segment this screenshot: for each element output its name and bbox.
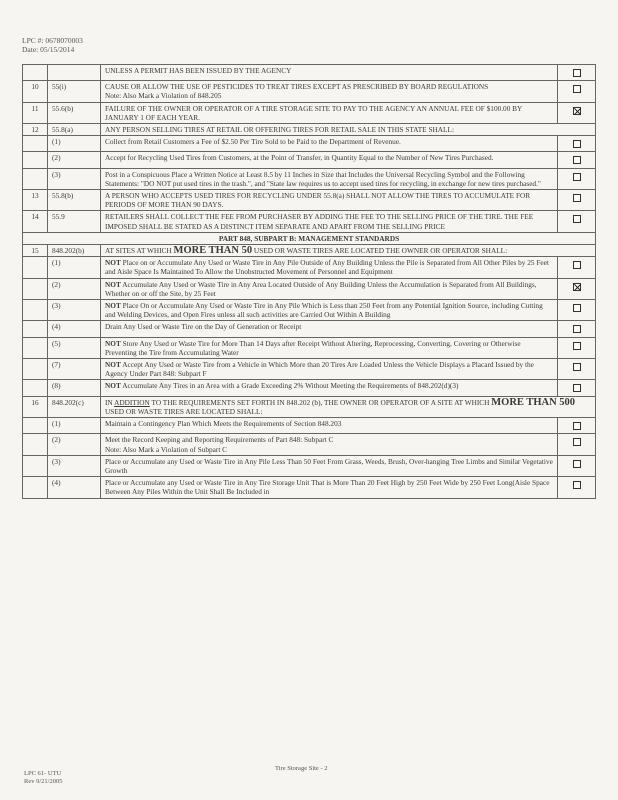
document-header — [22, 36, 83, 54]
violation-description: A PERSON WHO ACCEPTS USED TIRES FOR RECYCLING UNDER 55.8(a) SHALL NOT ALLOW THE TIRES TO ACCUMULATE FOR PERIODS OF MORE THAN 90 DAYS. — [105, 191, 531, 210]
violations-table — [22, 64, 596, 499]
violation-description: Post in a Conspicuous Place a Written Notice at Least 8.5 by 11 Inches in Size that Includes the Universal Recycling Symbol and the Following Statements: "DO NOT put used tires in the trash.", and "State law requires us to accept used tires for recycling, in exchange for new tires purchased." — [105, 169, 541, 188]
violation-description: RETAILERS SHALL COLLECT THE FEE FROM PURCHASER BY ADDING THE FEE TO THE SELLING PRICE OF THE TIRE. THE FEE IMPOSED SHALL BE STATED AS A DISTINCT ITEM SEPARATE AND APART FROM THE SELLING PRICE — [105, 212, 534, 231]
checkbox-cell[interactable] — [558, 321, 596, 337]
checkbox-cell[interactable] — [558, 380, 596, 396]
violation-text — [101, 257, 558, 278]
statute-code-text: 55.8(b) — [52, 191, 74, 201]
violation-checkbox[interactable] — [573, 363, 581, 371]
section-header-row — [23, 396, 596, 417]
sub-item-code-text: (1) — [52, 419, 61, 429]
checkbox-cell[interactable] — [558, 418, 596, 434]
sub-item-code — [48, 418, 101, 434]
violation-text — [101, 337, 558, 358]
violation-description: Place on or Accumulate Any Used or Waste Tire in Any Pile Outside of Any Building Unless the Pile is Separated from All Other Piles by 25 Feet and Aisle Space Is Maintained To Allow the Unobstructed Movement of Personnel and Equipment — [105, 258, 549, 277]
violation-checkbox[interactable] — [573, 325, 581, 333]
violation-checkbox[interactable] — [573, 342, 581, 350]
violation-text — [101, 124, 596, 136]
table-row — [23, 136, 596, 152]
table-row — [23, 152, 596, 168]
violation-checkbox[interactable] — [573, 156, 581, 164]
violation-description: Store Any Used or Waste Tire for More Than 14 Days after Receipt Without Altering, Reprocessing, Converting, Covering or Otherwise Preventing the Tire from Accumulating Water — [105, 338, 521, 357]
sub-item-code-text: (4) — [52, 478, 61, 488]
statute-code — [48, 245, 101, 257]
violation-checkbox[interactable] — [573, 85, 581, 93]
sub-item-code — [48, 300, 101, 321]
table-row — [23, 65, 596, 81]
item-number — [23, 434, 48, 455]
item-number — [23, 380, 48, 396]
item-number — [23, 168, 48, 189]
item-number-text: 15 — [31, 246, 39, 256]
part-heading-row — [23, 232, 596, 244]
statute-code-text: 55.8(a) — [52, 125, 73, 135]
violation-text — [101, 278, 558, 299]
violation-text — [101, 190, 558, 211]
violation-text — [101, 434, 558, 455]
sub-item-code-text: (1) — [52, 258, 61, 268]
violation-note: Note: Also Mark a Violation of Subpart C — [105, 444, 228, 454]
statute-code — [48, 152, 101, 168]
item-number — [23, 136, 48, 152]
checkbox-cell[interactable] — [558, 257, 596, 278]
violation-description: Place or Accumulate any Used or Waste Tire in Any Pile Less Than 50 Feet From Grass, Weeds, Brush, Over-hanging Tree Limbs and Similar Vegetative Growth — [105, 456, 553, 475]
violation-description: CAUSE OR ALLOW THE USE OF PESTICIDES TO TREAT TIRES EXCEPT AS PRESCRIBED BY BOARD REGULATIONS — [105, 82, 489, 92]
violation-text — [101, 380, 558, 396]
sub-item-code-text: (7) — [52, 360, 61, 370]
table-row — [23, 190, 596, 211]
violation-checkbox[interactable] — [573, 140, 581, 148]
sub-item-code — [48, 455, 101, 476]
item-number — [23, 396, 48, 417]
part-heading-text: PART 848, SUBPART B: MANAGEMENT STANDARDS — [218, 233, 400, 243]
table-row — [23, 168, 596, 189]
table-row — [23, 211, 596, 232]
violation-text — [101, 418, 558, 434]
table-row — [23, 455, 596, 476]
checkbox-cell[interactable] — [558, 190, 596, 211]
violation-description: FAILURE OF THE OWNER OR OPERATOR OF A TIRE STORAGE SITE TO PAY TO THE AGENCY AN ANNUAL FEE OF $100.00 BY JANUARY 1 OF EACH YEAR. — [105, 103, 523, 122]
violation-description: Drain Any Used or Waste Tire on the Day of Generation or Receipt — [105, 322, 302, 332]
heading-suffix: USED OR WASTE TIRES ARE LOCATED SHALL: — [105, 406, 263, 416]
item-number — [23, 245, 48, 257]
heading-underline: ADDITION — [114, 397, 150, 407]
statute-code-text: 848.202(c) — [52, 397, 84, 407]
table-row — [23, 418, 596, 434]
item-number — [23, 102, 48, 123]
section-heading-text — [101, 396, 596, 417]
violation-text — [101, 321, 558, 337]
checkbox-cell[interactable] — [558, 168, 596, 189]
table-row — [23, 337, 596, 358]
violation-text — [101, 300, 558, 321]
item-number — [23, 278, 48, 299]
heading-suffix: USED OR WASTE TIRES ARE LOCATED THE OWNER OR OPERATOR SHALL: — [252, 246, 508, 256]
violation-checkbox[interactable] — [573, 194, 581, 202]
sub-item-code-text: (4) — [52, 322, 61, 332]
checkbox-cell[interactable] — [558, 102, 596, 123]
checkbox-cell[interactable] — [558, 136, 596, 152]
violation-checkbox[interactable] — [573, 422, 581, 430]
item-number — [23, 300, 48, 321]
violation-checkbox[interactable] — [573, 384, 581, 392]
violation-checkbox[interactable] — [573, 481, 581, 489]
checkbox-cell[interactable] — [558, 65, 596, 81]
sub-item-code — [48, 434, 101, 455]
statute-code-text: 55(i) — [52, 82, 67, 92]
statute-code-text: 55.9 — [52, 212, 65, 222]
not-lead: NOT — [105, 258, 121, 268]
item-number-text: 14 — [31, 212, 39, 222]
violation-text — [101, 168, 558, 189]
sub-item-code — [48, 477, 101, 498]
not-lead: NOT — [105, 338, 121, 348]
violation-checkbox[interactable] — [573, 215, 581, 223]
heading-prefix: IN — [105, 397, 115, 407]
item-number — [23, 152, 48, 168]
item-number — [23, 190, 48, 211]
item-number — [23, 65, 48, 81]
sub-item-code — [48, 337, 101, 358]
statute-code — [48, 65, 101, 81]
heading-threshold: MORE THAN 50 — [173, 245, 253, 257]
statute-code-text: 55.6(b) — [52, 103, 74, 113]
sub-item-code — [48, 257, 101, 278]
statute-code-text: 848.202(b) — [52, 246, 85, 256]
lpc-number: LPC #: 0678070003 — [22, 36, 83, 45]
heading-prefix: AT SITES AT WHICH — [105, 246, 174, 256]
item-number — [23, 257, 48, 278]
violation-text — [101, 152, 558, 168]
table-row — [23, 359, 596, 380]
table-row — [23, 102, 596, 123]
item-number — [23, 477, 48, 498]
violation-description: Place or Accumulate any Used or Waste Tire in Any Tire Storage Unit That is More Than 20 Feet High by 250 Feet Wide by 250 Feet Long(Aisle Space Between Any Piles Within the Unit Shall Be Included in — [105, 478, 550, 497]
page-label: Tire Storage Site - 2 — [275, 765, 328, 772]
statute-code — [48, 168, 101, 189]
checkbox-cell[interactable] — [558, 434, 596, 455]
item-number — [23, 337, 48, 358]
item-number — [23, 418, 48, 434]
sub-item-code-text: (2) — [52, 279, 61, 289]
part-heading — [23, 232, 596, 244]
statute-code — [48, 81, 101, 102]
section-header-row — [23, 245, 596, 257]
violation-text — [101, 211, 558, 232]
violation-description: Meet the Record Keeping and Reporting Requirements of Part 848: Subpart C — [105, 435, 334, 445]
violation-description: ANY PERSON SELLING TIRES AT RETAIL OR OFFERING TIRES FOR RETAIL SALE IN THIS STATE SHALL: — [105, 125, 454, 135]
checkbox-cell[interactable] — [558, 300, 596, 321]
item-number — [23, 81, 48, 102]
table-row — [23, 434, 596, 455]
statute-code-text: (3) — [52, 169, 61, 179]
checkbox-cell[interactable] — [558, 81, 596, 102]
item-number — [23, 359, 48, 380]
table-row — [23, 300, 596, 321]
sub-item-code-text: (3) — [52, 456, 61, 466]
item-number-text: 10 — [31, 82, 39, 92]
violation-checkbox[interactable] — [573, 261, 581, 269]
table-row — [23, 477, 596, 498]
statute-code — [48, 211, 101, 232]
violation-description: Collect from Retail Customers a Fee of $2.50 Per Tire Sold to be Paid to the Department of Revenue. — [105, 137, 401, 147]
item-number — [23, 211, 48, 232]
violation-text — [101, 136, 558, 152]
table-row — [23, 278, 596, 299]
statute-code — [48, 102, 101, 123]
violation-checkbox[interactable] — [573, 304, 581, 312]
item-number-text: 16 — [31, 397, 39, 407]
violation-checkbox[interactable] — [573, 69, 581, 77]
item-number-text: 12 — [31, 125, 39, 135]
violation-note: Note: Also Mark a Violation of 848.205 — [105, 91, 222, 101]
item-number — [23, 321, 48, 337]
sub-item-code-text: (8) — [52, 381, 61, 391]
table-row — [23, 380, 596, 396]
item-number — [23, 455, 48, 476]
violation-description: Accept Any Used or Waste Tire from a Vehicle in Which More than 20 Tires Are Loaded Unless the Vehicle Displays a Placard Issued by the Agency Under Part 848: Subpart F — [105, 360, 534, 379]
sub-item-code-text: (5) — [52, 338, 61, 348]
not-lead: NOT — [105, 381, 121, 391]
checkbox-cell[interactable] — [558, 211, 596, 232]
violation-description: Accumulate Any Used or Waste Tire in Any Area Located Outside of Any Building Unless the Accumulation is Separated from All Buildings, Whether on or off the Site, by 25 Feet — [105, 279, 537, 298]
not-lead: NOT — [105, 279, 121, 289]
section-heading-text — [101, 245, 596, 257]
statute-code-text: (2) — [52, 153, 61, 163]
table-row — [23, 257, 596, 278]
statute-code — [48, 136, 101, 152]
violation-text — [101, 455, 558, 476]
violation-checkbox[interactable] — [573, 283, 581, 291]
checkbox-cell[interactable] — [558, 337, 596, 358]
heading-mid: TO THE REQUIREMENTS SET FORTH IN 848.202 (b), THE OWNER OR OPERATOR OF A SITE AT WHICH — [149, 397, 492, 407]
inspection-date: Date: 05/15/2014 — [22, 45, 75, 54]
table-row — [23, 124, 596, 136]
item-number-text: 11 — [31, 103, 39, 113]
sub-item-code — [48, 380, 101, 396]
item-number-text: 13 — [31, 191, 39, 201]
checkbox-cell[interactable] — [558, 152, 596, 168]
violation-description: Accumulate Any Tires in an Area with a Grade Exceeding 2% Without Meeting the Requirements of 848.202(d)(3) — [120, 381, 459, 391]
violation-description: Maintain a Contingency Plan Which Meets the Requirements of Section 848.203 — [105, 419, 342, 429]
sub-item-code — [48, 278, 101, 299]
violation-checkbox[interactable] — [573, 173, 581, 181]
violation-description: Place On or Accumulate Any Used or Waste Tire in Any Pile Which is Less than 250 Feet from any Potential Ignition Source, including Cutting and Welding Devices, and Open Fires unless all such activities are Carried Out Within A Building — [105, 301, 543, 320]
violation-text — [101, 102, 558, 123]
violation-text — [101, 65, 558, 81]
statute-code-text: (1) — [52, 137, 61, 147]
violation-checkbox[interactable] — [573, 460, 581, 468]
statute-code — [48, 190, 101, 211]
sub-item-code-text: (3) — [52, 301, 61, 311]
violation-description: Accept for Recycling Used Tires from Customers, at the Point of Transfer, in Quantity Equal to the Number of New Tires Purchased. — [105, 153, 494, 163]
violation-checkbox[interactable] — [573, 107, 581, 115]
sub-item-code — [48, 359, 101, 380]
statute-code — [48, 124, 101, 136]
table-row — [23, 321, 596, 337]
item-number — [23, 124, 48, 136]
not-lead: NOT — [105, 360, 121, 370]
heading-threshold: MORE THAN 500 — [491, 396, 576, 408]
violation-checkbox[interactable] — [573, 438, 581, 446]
violation-text — [101, 81, 558, 102]
sub-item-code-text: (2) — [52, 435, 61, 445]
checkbox-cell[interactable] — [558, 278, 596, 299]
checkbox-cell[interactable] — [558, 477, 596, 498]
violation-description: UNLESS A PERMIT HAS BEEN ISSUED BY THE AGENCY — [105, 66, 292, 75]
violation-text — [101, 359, 558, 380]
not-lead: NOT — [105, 301, 121, 311]
sub-item-code — [48, 321, 101, 337]
checkbox-cell[interactable] — [558, 455, 596, 476]
form-id-footer: LPC 61- UTU Rev 9/21/2005 — [24, 770, 63, 785]
violation-text — [101, 477, 558, 498]
statute-code — [48, 396, 101, 417]
table-row — [23, 81, 596, 102]
checkbox-cell[interactable] — [558, 359, 596, 380]
